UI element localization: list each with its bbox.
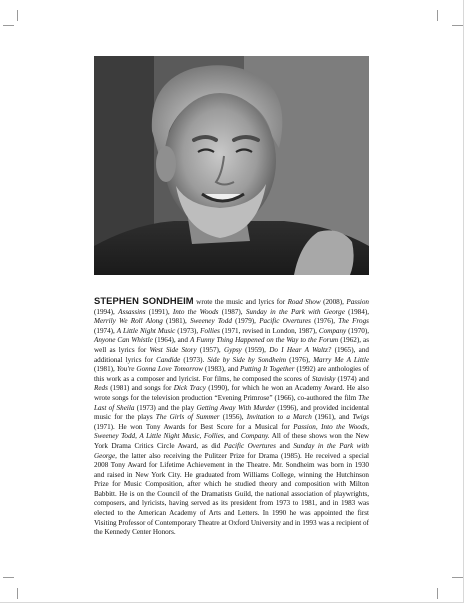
bio-text-run: (2008), (320, 298, 347, 306)
bio-text-run: (1991), (145, 307, 173, 316)
bio-text-run: (1992) are anthologies of this work as a composer and lyricist. For films, he composed the scores of (94, 365, 370, 383)
work-title: Getting Away With Murder (196, 403, 275, 412)
work-title: Anyone Can Whistle (94, 336, 153, 345)
bio-text-run: (1990), for which he won an Academy Award. He also wrote songs for the television production “Evening Primrose” (1966), co-authored the film (94, 384, 369, 402)
work-title: Assassins (118, 307, 146, 316)
work-title: Reds (94, 384, 108, 393)
bio-text-run: (1970), (346, 326, 369, 335)
bio-text-run: (1957), (196, 345, 224, 354)
bio-text-run: (1964), and (152, 336, 190, 345)
bio-text-run: (1971, revised in London, 1987), (219, 326, 319, 335)
bio-text-run: (1983), and (202, 365, 241, 374)
work-title: You're Gonna Love Tomorrow (116, 365, 203, 374)
bio-text-run: , the latter also receiving the Pulitzer Prize for Drama (1985). He received a special 2008 Tony Award for Lifetime Achievement in the Theatre. Mr. Sondheim was born in 1930 and raised in New York City. He graduated from Williams College, winning the Hutchinson Prize for Music Composition, after which he studied theory and composition with Milton Babbitt. He is on the Council of the Dramatists Guild, the national association of playwrights, composers, and lyricists, having served as its president from 1973 to 1981, and in 1983 was elected to the American Academy of Arts and Letters. In 1990 he was appointed the first Visiting Professor of Contemporary Theatre at Oxford University and in 1993 was a recipient of the Kennedy Center Honors. (94, 451, 369, 537)
bio-text-run: All of these shows won the New York Drama Critics Circle Award, as did (94, 432, 369, 450)
crop-mark (3, 25, 14, 26)
work-title: Merrily We Roll Along (94, 317, 163, 326)
work-title: Invitation to a March (246, 413, 312, 422)
author-biography (94, 296, 369, 538)
work-title: Side by Side by Sondheim (207, 355, 287, 364)
crop-mark (437, 588, 438, 599)
work-title: Passion (346, 298, 369, 306)
bio-text-run: (1981) and songs for (107, 384, 174, 393)
work-title: Road Show (287, 298, 321, 306)
bio-text-run: (1961), and (311, 413, 353, 422)
work-title: West Side Story (149, 345, 197, 354)
work-title: The Last of Sheila (94, 393, 369, 412)
crop-mark (452, 577, 463, 578)
bio-text-run: (1973), (175, 326, 201, 335)
work-title: The Girls of Summer (155, 413, 220, 422)
work-title: Do I Hear A Waltz? (269, 345, 332, 354)
crop-mark (452, 25, 463, 26)
crop-mark (437, 10, 438, 21)
work-title: Pacific Overtures (223, 441, 276, 450)
work-title: Company (318, 326, 347, 335)
bio-text-run: (1994), (94, 307, 119, 316)
work-title: Sunday in the Park with George (245, 307, 345, 316)
work-title: The Frogs (338, 317, 369, 326)
bio-text-run: (1976), (310, 317, 339, 326)
bio-text-run: (1956), (219, 413, 247, 422)
work-title: Twigs (352, 413, 369, 422)
work-title: Putting It Together (240, 365, 295, 374)
work-title: Marry Me A Little (313, 355, 369, 364)
work-title: Into the Woods (172, 307, 219, 316)
work-title: Candide (156, 355, 181, 364)
bio-text-run: (1959), (241, 345, 270, 354)
work-title: Sweeney Todd (190, 317, 232, 326)
bio-text-run: (1976), (286, 355, 314, 364)
bio-text-run: and (275, 441, 294, 450)
bio-text-run: (1996), and provided incidental music for the plays (94, 403, 370, 422)
bio-text-run: and (225, 432, 241, 441)
crop-mark (3, 577, 14, 578)
bio-text-run: wrote the music and lyrics for (193, 298, 288, 306)
work-title: A Funny Thing Happened on the Way to the Forum (189, 336, 339, 345)
bio-text-run: (1971). He won Tony Awards for Best Score for a Musical for (94, 422, 294, 431)
bio-text-run: (1965), and additional lyrics for (94, 345, 369, 364)
bio-text-run: (1962), as well as lyrics for (94, 336, 369, 354)
bio-text-run: (1974) and (335, 374, 369, 383)
work-title: Dick Tracy (173, 384, 206, 393)
bio-text-run: (1973). (180, 355, 208, 364)
bio-text-run: (1979), (231, 317, 260, 326)
work-title: Stavisky (312, 374, 336, 383)
bio-text-run: (1973) and the play (134, 403, 197, 412)
bio-text-run: (1984), (344, 307, 369, 316)
work-title: Follies (200, 326, 220, 335)
bio-text-run: (1981), (162, 317, 191, 326)
bio-text-run: (1981), (94, 365, 117, 374)
author-portrait (94, 56, 369, 275)
work-title: Company. (240, 432, 270, 441)
biography-text (94, 298, 369, 536)
author-name: STEPHEN SONDHEIM (94, 295, 194, 306)
bio-text-run: (1974), (94, 326, 117, 335)
bio-text-run: (1987), (218, 307, 246, 316)
work-title: Passion, Into the Woods, Sweeney Todd, A Little Night Music, Follies, (94, 422, 369, 441)
crop-mark (17, 588, 18, 599)
work-title: A Little Night Music (116, 326, 176, 335)
crop-mark (17, 10, 18, 21)
work-title: Gypsy (223, 345, 242, 354)
work-title: Sunday in the Park with George (94, 441, 369, 460)
work-title: Pacific Overtures (259, 317, 311, 326)
